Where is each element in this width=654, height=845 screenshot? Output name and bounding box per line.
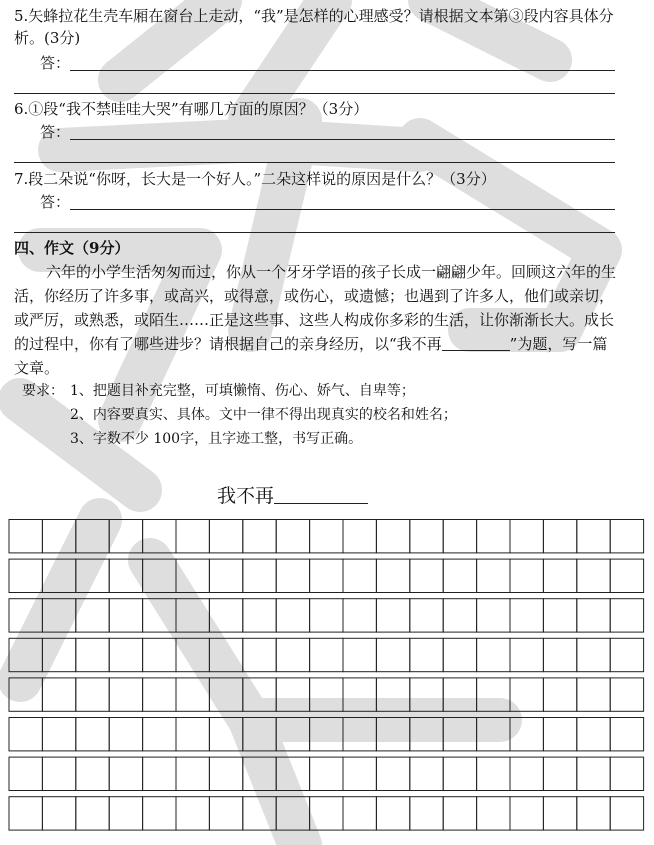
prompt-line-4-text: 的过程中，你有了哪些进步？请根据自己的亲身经历，以“我不再 — [14, 335, 442, 353]
grid-cell[interactable] — [443, 559, 476, 592]
grid-cell[interactable] — [76, 678, 109, 711]
grid-cell[interactable] — [76, 599, 109, 632]
grid-cell[interactable] — [209, 599, 242, 632]
grid-cell[interactable] — [443, 797, 476, 830]
grid-cell[interactable] — [76, 520, 109, 553]
grid-cell[interactable] — [243, 678, 276, 711]
grid-cell[interactable] — [343, 520, 376, 553]
grid-cell[interactable] — [510, 797, 543, 830]
question-6-answer-line[interactable] — [70, 139, 615, 140]
grid-cell[interactable] — [9, 599, 42, 632]
grid-cell[interactable] — [209, 757, 242, 790]
grid-cell[interactable] — [310, 757, 343, 790]
grid-cell[interactable] — [176, 678, 209, 711]
requirement-1: 1、把题目补充完整，可填懒惰、伤心、娇气、自卑等； — [70, 383, 415, 399]
grid-cell[interactable] — [443, 599, 476, 632]
grid-cell[interactable] — [376, 559, 409, 592]
grid-cell[interactable] — [376, 797, 409, 830]
grid-cell[interactable] — [610, 797, 643, 830]
essay-title-text: 我不再 — [217, 485, 275, 507]
grid-cell[interactable] — [143, 599, 176, 632]
writing-grid[interactable] — [8, 519, 654, 845]
grid-cell[interactable] — [410, 757, 443, 790]
grid-cell[interactable] — [109, 797, 142, 830]
grid-cell[interactable] — [410, 678, 443, 711]
grid-cell[interactable] — [209, 718, 242, 751]
grid-cell[interactable] — [176, 559, 209, 592]
grid-cell[interactable] — [376, 520, 409, 553]
grid-cell[interactable] — [510, 638, 543, 671]
grid-cell[interactable] — [276, 638, 309, 671]
grid-cell[interactable] — [510, 599, 543, 632]
grid-cell[interactable] — [109, 520, 142, 553]
grid-cell[interactable] — [9, 718, 42, 751]
grid-cell[interactable] — [343, 638, 376, 671]
grid-cell[interactable] — [209, 638, 242, 671]
grid-cell[interactable] — [310, 559, 343, 592]
grid-cell[interactable] — [410, 520, 443, 553]
grid-cell[interactable] — [443, 520, 476, 553]
question-6-answer-line-2[interactable] — [14, 162, 615, 163]
grid-cell[interactable] — [243, 718, 276, 751]
grid-cell[interactable] — [109, 757, 142, 790]
grid-cell[interactable] — [9, 520, 42, 553]
grid-cell[interactable] — [109, 718, 142, 751]
prompt-line-1: 六年的小学生活匆匆而过，你从一个牙牙学语的孩子长成一翩翩少年。回顾这六年的生 — [46, 263, 617, 281]
grid-cell[interactable] — [577, 638, 610, 671]
grid-cell[interactable] — [9, 638, 42, 671]
grid-cell[interactable] — [9, 559, 42, 592]
grid-cell[interactable] — [343, 757, 376, 790]
grid-cell[interactable] — [343, 559, 376, 592]
grid-cell[interactable] — [477, 757, 510, 790]
grid-cell[interactable] — [109, 599, 142, 632]
grid-cell[interactable] — [543, 520, 576, 553]
grid-cell[interactable] — [577, 797, 610, 830]
grid-cell[interactable] — [477, 797, 510, 830]
grid-cell[interactable] — [9, 757, 42, 790]
grid-cell[interactable] — [243, 797, 276, 830]
grid-cell[interactable] — [410, 718, 443, 751]
grid-cell[interactable] — [610, 559, 643, 592]
grid-cell[interactable] — [42, 797, 75, 830]
prompt-line-2: 活，你经历了许多事，或高兴，或得意，或伤心，或遗憾；也遇到了许多人，他们或亲切， — [14, 287, 615, 305]
requirements-label: 要求： — [22, 383, 64, 399]
grid-cell[interactable] — [243, 638, 276, 671]
essay-title-blank[interactable] — [274, 484, 368, 504]
grid-cell[interactable] — [109, 638, 142, 671]
grid-cell[interactable] — [276, 718, 309, 751]
question-5-answer-line[interactable] — [70, 70, 615, 71]
grid-cell[interactable] — [510, 559, 543, 592]
grid-cell[interactable] — [276, 520, 309, 553]
grid-cell[interactable] — [543, 718, 576, 751]
grid-cell[interactable] — [176, 520, 209, 553]
question-6-answer-label: 答： — [40, 123, 71, 141]
grid-cell[interactable] — [176, 638, 209, 671]
grid-cell[interactable] — [376, 638, 409, 671]
grid-cell[interactable] — [510, 757, 543, 790]
grid-cell[interactable] — [477, 559, 510, 592]
grid-cell[interactable] — [410, 797, 443, 830]
grid-cell[interactable] — [243, 599, 276, 632]
grid-cell[interactable] — [76, 797, 109, 830]
prompt-line-3: 或严厉，或熟悉，或陌生……正是这些事、这些人构成你多彩的生活，让你渐渐长大。成长 — [14, 311, 615, 329]
grid-cell[interactable] — [510, 678, 543, 711]
grid-cell[interactable] — [543, 797, 576, 830]
grid-cell[interactable] — [276, 599, 309, 632]
prompt-title-blank[interactable] — [442, 334, 510, 351]
grid-cell[interactable] — [343, 599, 376, 632]
grid-cell[interactable] — [143, 757, 176, 790]
grid-cell[interactable] — [610, 599, 643, 632]
question-7-answer-line[interactable] — [70, 209, 615, 210]
grid-cell[interactable] — [376, 599, 409, 632]
grid-cell[interactable] — [143, 678, 176, 711]
grid-cell[interactable] — [209, 678, 242, 711]
requirement-2: 2、内容要真实、具体。文中一律不得出现真实的校名和姓名； — [70, 407, 457, 423]
essay-title — [217, 484, 368, 508]
grid-cell[interactable] — [543, 678, 576, 711]
prompt-line-4-tail: ”为题，写一篇 — [509, 335, 608, 353]
question-5-answer-line-2[interactable] — [14, 93, 615, 94]
grid-cell[interactable] — [42, 678, 75, 711]
grid-cell[interactable] — [76, 757, 109, 790]
grid-cell[interactable] — [42, 559, 75, 592]
grid-cell[interactable] — [577, 520, 610, 553]
grid-cell[interactable] — [209, 520, 242, 553]
grid-cell[interactable] — [109, 559, 142, 592]
grid-cell[interactable] — [577, 757, 610, 790]
grid-cell[interactable] — [209, 559, 242, 592]
grid-cell[interactable] — [577, 599, 610, 632]
grid-cell[interactable] — [9, 678, 42, 711]
grid-cell[interactable] — [176, 757, 209, 790]
grid-cell[interactable] — [510, 520, 543, 553]
grid-cell[interactable] — [310, 599, 343, 632]
grid-cell[interactable] — [343, 797, 376, 830]
question-7-answer-line-2[interactable] — [14, 232, 615, 233]
grid-cell[interactable] — [343, 678, 376, 711]
grid-cell[interactable] — [543, 638, 576, 671]
section-heading: 四、作文（9分） — [14, 239, 130, 257]
grid-cell[interactable] — [310, 718, 343, 751]
question-5-text-line1: 5.矢蜂拉花生壳车厢在窗台上走动，“我”是怎样的心理感受？请根据文本第③段内容具体分 — [14, 7, 614, 25]
grid-cell[interactable] — [376, 757, 409, 790]
grid-cell[interactable] — [543, 599, 576, 632]
grid-cell[interactable] — [543, 559, 576, 592]
grid-cell[interactable] — [209, 797, 242, 830]
grid-cell[interactable] — [477, 638, 510, 671]
grid-cell[interactable] — [9, 797, 42, 830]
grid-cell[interactable] — [276, 559, 309, 592]
grid-cell[interactable] — [42, 638, 75, 671]
grid-cell[interactable] — [243, 520, 276, 553]
grid-cell[interactable] — [410, 599, 443, 632]
grid-cell[interactable] — [176, 797, 209, 830]
grid-cell[interactable] — [243, 757, 276, 790]
grid-cell[interactable] — [610, 638, 643, 671]
grid-cell[interactable] — [543, 757, 576, 790]
grid-cell[interactable] — [376, 718, 409, 751]
grid-cell[interactable] — [42, 718, 75, 751]
grid-cell[interactable] — [176, 718, 209, 751]
grid-cell[interactable] — [143, 638, 176, 671]
grid-cell[interactable] — [610, 520, 643, 553]
grid-cell[interactable] — [443, 638, 476, 671]
grid-cell[interactable] — [176, 599, 209, 632]
grid-cell[interactable] — [276, 797, 309, 830]
grid-cell[interactable] — [310, 678, 343, 711]
grid-cell[interactable] — [477, 718, 510, 751]
question-5-answer-label: 答： — [40, 54, 71, 72]
prompt-line-4 — [14, 333, 607, 355]
grid-cell[interactable] — [577, 559, 610, 592]
grid-cell[interactable] — [510, 718, 543, 751]
grid-cell[interactable] — [610, 678, 643, 711]
grid-cell[interactable] — [443, 718, 476, 751]
grid-cell[interactable] — [477, 520, 510, 553]
grid-cell[interactable] — [243, 559, 276, 592]
grid-cell[interactable] — [76, 638, 109, 671]
grid-cell[interactable] — [276, 757, 309, 790]
grid-cell[interactable] — [42, 599, 75, 632]
prompt-line-5: 文章。 — [14, 359, 60, 377]
grid-cell[interactable] — [310, 520, 343, 553]
grid-cell[interactable] — [443, 678, 476, 711]
grid-cell[interactable] — [477, 678, 510, 711]
grid-cell[interactable] — [443, 757, 476, 790]
question-7-text: 7.段二朵说“你呀，长大是一个好人。”二朵这样说的原因是什么？（3分） — [14, 170, 496, 188]
grid-cell[interactable] — [276, 678, 309, 711]
grid-cell[interactable] — [610, 718, 643, 751]
grid-cell[interactable] — [343, 718, 376, 751]
question-5-text-line2: 析。(3分) — [14, 29, 81, 47]
grid-cell[interactable] — [410, 559, 443, 592]
grid-cell[interactable] — [310, 638, 343, 671]
grid-cell[interactable] — [143, 718, 176, 751]
grid-cell[interactable] — [577, 718, 610, 751]
question-6-text: 6.①段“我不禁哇哇大哭”有哪几方面的原因？（3分） — [14, 100, 369, 118]
grid-cell[interactable] — [143, 559, 176, 592]
grid-cell[interactable] — [143, 520, 176, 553]
grid-cell[interactable] — [376, 678, 409, 711]
grid-cell[interactable] — [143, 797, 176, 830]
grid-cell[interactable] — [76, 718, 109, 751]
requirement-3: 3、字数不少 100字，且字迹工整，书写正确。 — [70, 431, 363, 447]
grid-cell[interactable] — [410, 638, 443, 671]
grid-cell[interactable] — [76, 559, 109, 592]
grid-cell[interactable] — [310, 797, 343, 830]
grid-cell[interactable] — [610, 757, 643, 790]
grid-cell[interactable] — [577, 678, 610, 711]
grid-cell[interactable] — [42, 757, 75, 790]
grid-cell[interactable] — [109, 678, 142, 711]
grid-cell[interactable] — [42, 520, 75, 553]
question-7-answer-label: 答： — [40, 193, 71, 211]
grid-cell[interactable] — [477, 599, 510, 632]
